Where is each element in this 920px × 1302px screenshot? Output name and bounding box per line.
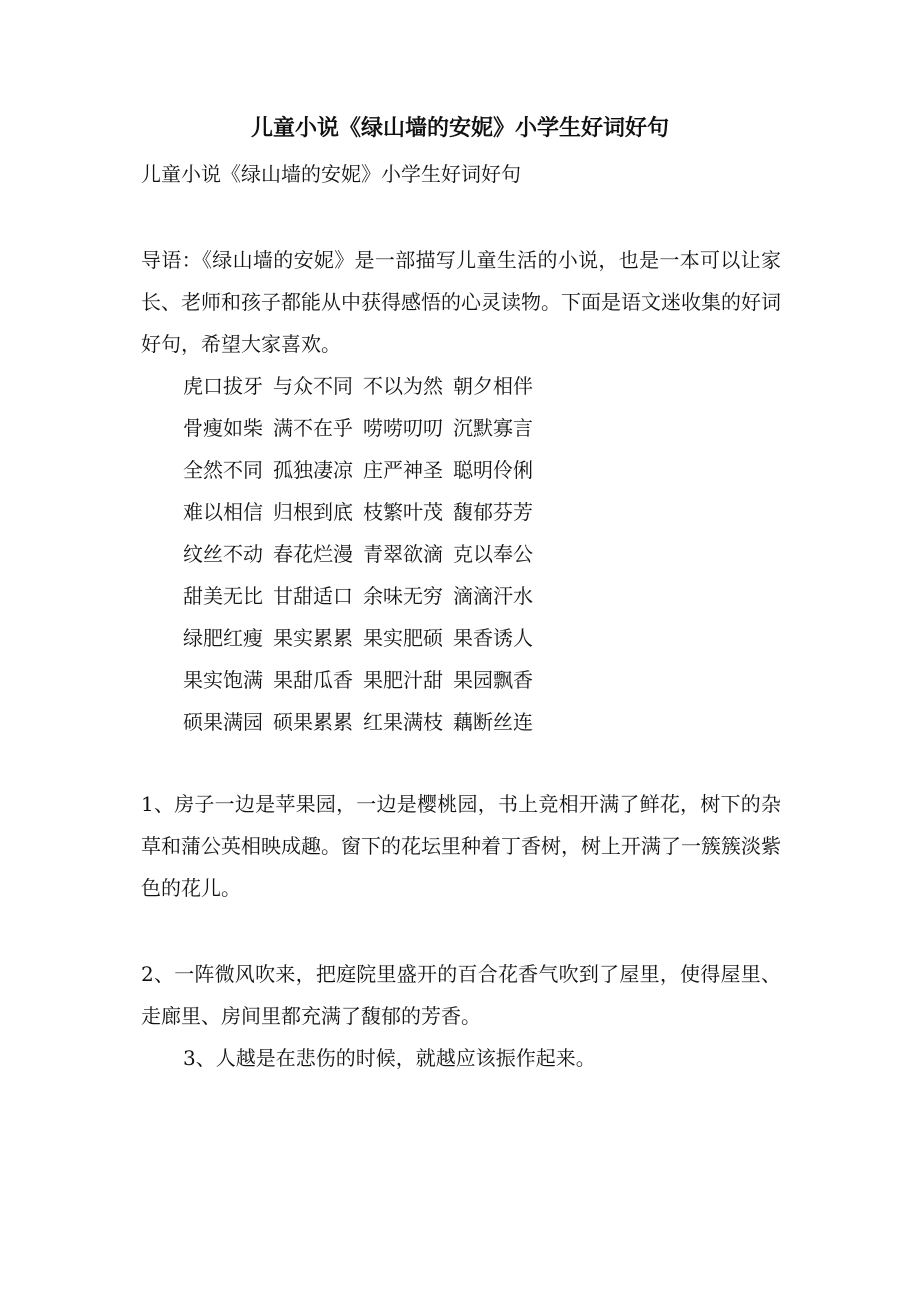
- vocabulary-list: [183, 365, 543, 743]
- document-subtitle: 儿童小说《绿山墙的安妮》小学生好词好句: [141, 162, 521, 186]
- vocab-word: 与众不同: [273, 374, 353, 398]
- vocab-word: 虎口拔牙: [183, 374, 263, 398]
- vocab-row: [183, 659, 543, 701]
- vocab-word: 果肥汁甜: [363, 668, 443, 692]
- vocab-word: 难以相信: [183, 500, 263, 524]
- vocab-word: 藕断丝连: [453, 710, 533, 734]
- vocab-word: 沉默寡言: [453, 416, 533, 440]
- vocab-word: 春花烂漫: [273, 542, 353, 566]
- vocab-word: 果实饱满: [183, 668, 263, 692]
- vocab-word: 果实累累: [273, 626, 353, 650]
- vocab-word: 枝繁叶茂: [363, 500, 443, 524]
- vocab-word: 红果满枝: [363, 710, 443, 734]
- sentence-2: 2、一阵微风吹来，把庭院里盛开的百合花香气吹到了屋里，使得屋里、走廊里、房间里都充满了馥郁的芳香。: [141, 962, 781, 1028]
- vocab-word: 硕果累累: [273, 710, 353, 734]
- vocab-row: [183, 575, 543, 617]
- document-title: 儿童小说《绿山墙的安妮》小学生好词好句: [250, 115, 669, 141]
- vocab-row: [183, 449, 543, 491]
- vocab-word: 青翠欲滴: [363, 542, 443, 566]
- vocab-word: 庄严神圣: [363, 458, 443, 482]
- vocab-word: 甘甜适口: [273, 584, 353, 608]
- vocab-word: 果香诱人: [453, 626, 533, 650]
- vocab-word: 果实肥硕: [363, 626, 443, 650]
- vocab-word: 骨瘦如柴: [183, 416, 263, 440]
- vocab-word: 朝夕相伴: [453, 374, 533, 398]
- vocab-word: 克以奉公: [453, 542, 533, 566]
- vocab-row: [183, 491, 543, 533]
- vocab-word: 全然不同: [183, 458, 263, 482]
- vocab-word: 满不在乎: [273, 416, 353, 440]
- sentence-3: 3、人越是在悲伤的时候，就越应该振作起来。: [183, 1046, 596, 1070]
- vocab-word: 孤独凄凉: [273, 458, 353, 482]
- vocab-row: [183, 617, 543, 659]
- sentence-1: 1、房子一边是苹果园，一边是樱桃园，书上竞相开满了鲜花，树下的杂草和蒲公英相映成趣。窗下的花坛里种着丁香树，树上开满了一簇簇淡紫色的花儿。: [141, 792, 781, 900]
- vocab-word: 不以为然: [363, 374, 443, 398]
- vocab-word: 纹丝不动: [183, 542, 263, 566]
- vocab-word: 果甜瓜香: [273, 668, 353, 692]
- vocab-word: 余味无穷: [363, 584, 443, 608]
- vocab-word: 果园飘香: [453, 668, 533, 692]
- vocab-word: 馥郁芬芳: [453, 500, 533, 524]
- intro-paragraph: 导语：《绿山墙的安妮》是一部描写儿童生活的小说，也是一本可以让家长、老师和孩子都能从中获得感悟的心灵读物。下面是语文迷收集的好词好句，希望大家喜欢。: [141, 248, 781, 356]
- vocab-word: 唠唠叨叨: [363, 416, 443, 440]
- vocab-row: [183, 407, 543, 449]
- vocab-row: [183, 533, 543, 575]
- vocab-word: 绿肥红瘦: [183, 626, 263, 650]
- vocab-row: [183, 701, 543, 743]
- vocab-row: [183, 365, 543, 407]
- vocab-word: 甜美无比: [183, 584, 263, 608]
- vocab-word: 聪明伶俐: [453, 458, 533, 482]
- vocab-word: 硕果满园: [183, 710, 263, 734]
- vocab-word: 滴滴汗水: [453, 584, 533, 608]
- vocab-word: 归根到底: [273, 500, 353, 524]
